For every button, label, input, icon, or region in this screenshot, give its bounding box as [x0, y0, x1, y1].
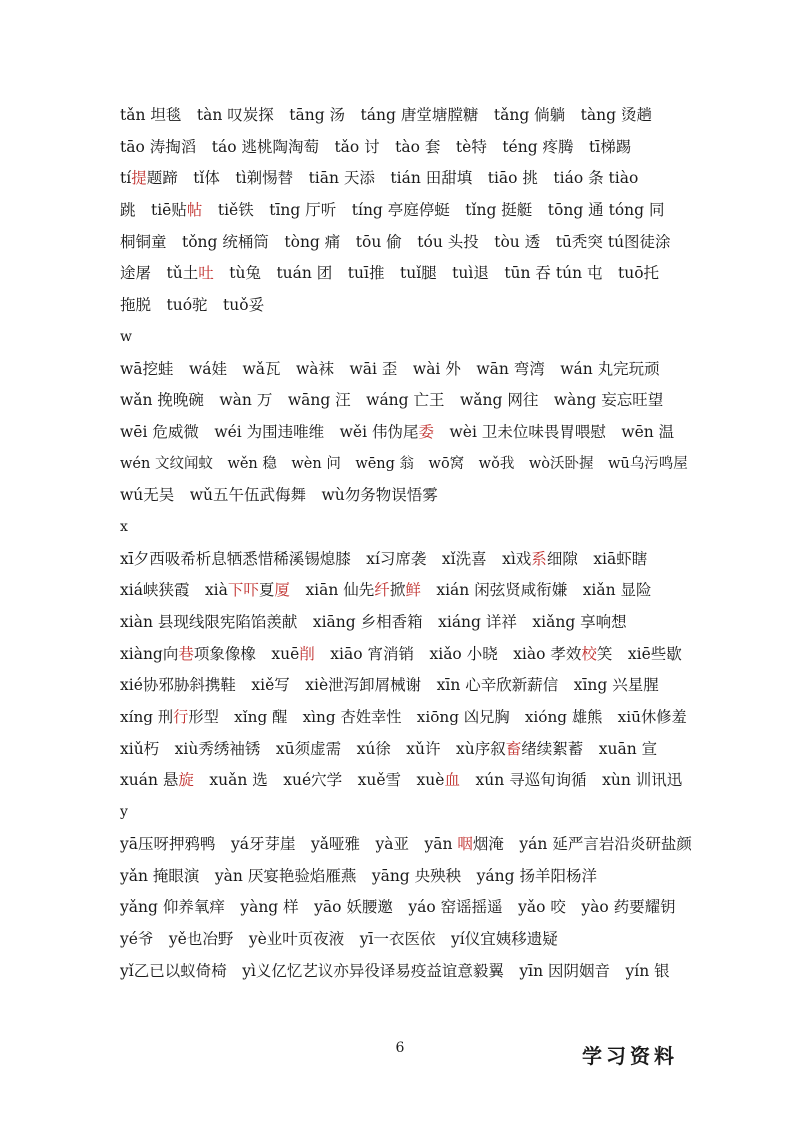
text-line: [120, 956, 685, 988]
pinyin-character-list: [120, 100, 692, 987]
text-line: [120, 924, 685, 956]
text-line: [120, 639, 685, 671]
text-segment: wèi 卫未位味畏胃喂慰 wēn 温: [434, 422, 675, 441]
text-line: [120, 702, 685, 734]
text-segment: 笑 xiē些歇: [596, 644, 682, 663]
text-line: [120, 607, 685, 639]
text-line: [120, 670, 685, 702]
text-line: [120, 227, 685, 259]
text-segment: xié协邪胁斜携鞋 xiě写 xiè泄泻卸屑械谢 xīn 心辛欣新薪信 xīng 兴星腥: [120, 676, 659, 695]
text-segment: tiě铁 tīng 厅听 tíng 亭庭停蜓 tǐng 挺艇 tōng 通 tóng 同: [202, 201, 665, 220]
text-line: [120, 417, 685, 449]
text-segment: xuán 悬: [120, 771, 179, 790]
highlighted-character: 咽: [457, 834, 473, 853]
text-line: [120, 258, 685, 290]
highlighted-character: 委: [418, 422, 434, 441]
text-line: [120, 132, 685, 164]
text-segment: y: [120, 804, 128, 821]
highlighted-character: 帖: [186, 201, 203, 220]
text-segment: 跳 tiē贴: [120, 201, 187, 220]
text-line: [120, 290, 685, 322]
highlighted-character: 纤: [374, 581, 390, 600]
text-segment: wú无吴 wǔ五午伍武侮舞 wù勿务物误悟雾: [120, 486, 438, 505]
page-number: 6: [395, 1040, 405, 1056]
text-segment: xiāo 宵消销 xiǎo 小晓 xiào 孝效: [314, 644, 582, 663]
text-segment: xún 寻巡旬询循 xùn 训讯迅: [459, 771, 683, 790]
highlighted-character: 吐: [198, 264, 214, 283]
highlighted-character: 削: [299, 644, 315, 663]
highlighted-character: 行: [173, 708, 189, 727]
text-line: [120, 163, 685, 195]
text-segment: xī夕西吸希析息牺悉惜稀溪锡熄膝 xí习席袭 xǐ洗喜 xì戏: [120, 549, 532, 568]
text-line: [120, 480, 685, 512]
highlighted-character: 鲜: [405, 581, 421, 600]
text-line: [120, 354, 685, 386]
text-segment: yā压呀押鸦鸭 yá牙芽崖 yǎ哑雅 yà亚 yān: [120, 834, 458, 853]
text-line: [120, 512, 685, 544]
highlighted-character: 校: [581, 644, 597, 663]
text-segment: yé爷 yě也冶野 yè业叶页夜液 yī一衣医依 yí仪宜姨移遗疑: [120, 929, 558, 948]
study-material-watermark: 学习资料: [582, 1044, 678, 1068]
highlighted-character: 血: [444, 771, 460, 790]
text-segment: yǐ乙已以蚁倚椅 yì义亿忆艺议亦异役译易疫益谊意毅翼 yīn 因阴姻音 yín 银: [120, 961, 670, 980]
text-line: [120, 765, 685, 797]
text-segment: wǎn 挽晚碗 wàn 万 wāng 汪 wáng 亡王 wǎng 网往 wàng 妄忘旺望: [120, 391, 664, 410]
text-segment: 烟淹 yán 延严言岩沿炎研盐颜: [472, 834, 692, 853]
text-segment: 途屠 tǔ土: [120, 264, 199, 283]
text-line: [120, 385, 685, 417]
text-line: [120, 195, 685, 227]
text-segment: xiàn 县现线限宪陷馅羡献 xiāng 乡相香箱 xiáng 详祥 xiǎng 享响想: [120, 613, 627, 631]
text-segment: 题蹄 tǐ体 tì剃惕替 tiān 天添 tián 田甜填 tiāo 挑 tiáo 条 tiào: [146, 169, 639, 188]
text-segment: tù兔 tuán 团 tuī推 tuǐ腿 tuì退 tūn 吞 tún 屯 tuō托: [213, 264, 660, 283]
highlighted-character: 提: [131, 169, 147, 188]
text-line: [120, 797, 685, 829]
text-segment: 形型 xǐng 醒 xìng 杏姓幸性 xiōng 凶兄胸 xióng 雄熊 xiū休修羞: [188, 708, 687, 727]
text-line: [120, 100, 685, 132]
text-segment: yǎng 仰养氧痒 yàng 样 yāo 妖腰邀 yáo 窑谣摇遥 yǎo 咬 yào 药要耀钥: [120, 898, 676, 917]
highlighted-character: 下吓: [227, 581, 259, 600]
text-segment: xiǔ朽 xiù秀绣袖锈 xū须虚需 xú徐 xǔ许 xù序叙: [120, 739, 506, 758]
text-segment: tǎn 坦毯 tàn 叹炭探 tāng 汤 táng 唐堂塘膛糖 tǎng 倘躺 tàng 烫趟: [120, 106, 652, 124]
highlighted-character: 厦: [274, 581, 290, 600]
text-segment: yǎn 掩眼演 yàn 厌宴艳验焰雁燕 yāng 央殃秧 yáng 扬羊阳杨洋: [120, 866, 597, 885]
text-line: [120, 322, 685, 354]
highlighted-character: 畜: [505, 739, 522, 758]
text-line: [120, 734, 685, 766]
text-segment: xuǎn 选 xué穴学 xuě雪 xuè: [193, 771, 445, 790]
text-segment: 桐铜童 tǒng 统桶筒 tòng 痛 tōu 偷 tóu 头投 tòu 透 tū秃突 tú图徒涂: [120, 232, 671, 251]
text-segment: tí: [120, 169, 132, 188]
highlighted-character: 系: [531, 549, 547, 568]
text-segment: 掀: [389, 581, 406, 600]
text-segment: xiàng向: [120, 644, 179, 663]
text-line: [120, 575, 685, 607]
text-segment: wā挖蛙 wá娃 wǎ瓦 wà袜 wāi 歪 wài 外 wān 弯湾 wán 丸完玩顽: [120, 359, 660, 378]
text-segment: x: [120, 518, 128, 535]
text-line: [120, 861, 685, 893]
text-segment: w: [120, 328, 132, 345]
text-line: [120, 892, 685, 924]
text-segment: 项象像橡 xuē: [193, 644, 300, 663]
text-line: [120, 829, 692, 861]
text-segment: xíng 刑: [120, 708, 174, 727]
text-segment: 细隙 xiā虾瞎: [546, 549, 648, 568]
text-line: [120, 449, 688, 481]
text-line: [120, 544, 685, 576]
text-segment: tāo 涛掏滔 táo 逃桃陶淘萄 tǎo 讨 tào 套 tè特 téng 疼腾 tī梯踢: [120, 137, 632, 156]
text-segment: 拖脱 tuó驼 tuǒ妥: [120, 296, 265, 315]
text-segment: xiá峡狭霞 xià: [120, 581, 228, 600]
text-segment: 夏: [258, 581, 275, 600]
highlighted-character: 巷: [178, 644, 194, 663]
highlighted-character: 旋: [178, 771, 194, 790]
text-segment: wēi 危威微 wéi 为围违唯维 wěi 伟伪尾: [120, 422, 419, 441]
text-segment: wén 文纹闻蚊 wěn 稳 wèn 问 wēng 翁 wō窝 wǒ我 wò沃卧握 wū乌污鸣屋: [120, 455, 688, 472]
text-segment: xiān 仙先: [289, 581, 375, 600]
text-segment: xián 闲弦贤咸衔嫌 xiǎn 显险: [420, 581, 652, 600]
text-segment: 绪续絮蓄 xuān 宣: [521, 739, 658, 758]
